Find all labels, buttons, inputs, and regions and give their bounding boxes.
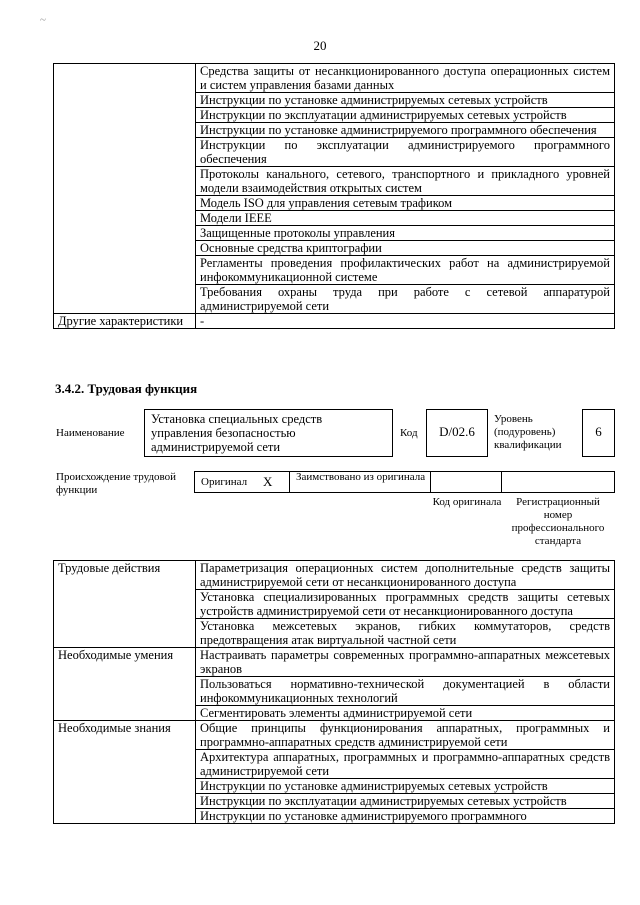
row-category-label: Необходимые умения bbox=[54, 648, 196, 721]
requirement-item: Инструкции по установке администрируемых сетевых устройств bbox=[196, 779, 615, 794]
table-row bbox=[54, 648, 615, 677]
bottom-requirements-table bbox=[53, 560, 615, 824]
name-label: Наименование bbox=[56, 427, 125, 439]
corner-mark: ~ bbox=[40, 14, 46, 26]
requirement-item: Модель ISO для управления сетевым трафиком bbox=[196, 196, 615, 211]
borrowed-label: Заимствовано из оригинала bbox=[296, 471, 426, 483]
requirement-item: Инструкции по эксплуатации администрируемых сетевых устройств bbox=[196, 108, 615, 123]
origin-code-cell bbox=[430, 471, 502, 493]
page-number: 20 bbox=[313, 38, 327, 53]
origin-label: Происхождение трудовой функции bbox=[56, 471, 177, 496]
requirement-item: Инструкции по эксплуатации администрируемого программного обеспечения bbox=[196, 138, 615, 167]
row-category-label: Трудовые действия bbox=[54, 561, 196, 648]
level-label: Уровень (подуровень) квалификации bbox=[494, 413, 562, 451]
origin-code-caption: Код оригинала bbox=[432, 496, 502, 508]
borrowed-cell bbox=[289, 471, 431, 493]
requirement-item: Сегментировать элементы администрируемой сети bbox=[196, 706, 615, 721]
requirement-item: Основные средства криптографии bbox=[196, 241, 615, 256]
code-label: Код bbox=[400, 427, 418, 439]
requirement-item: Инструкции по установке администрируемого программного обеспечения bbox=[196, 123, 615, 138]
function-name-box: Установка специальных средств управления безопасностью администрируемой сети bbox=[144, 409, 393, 457]
original-cell bbox=[194, 471, 290, 493]
row-category-label bbox=[54, 64, 196, 314]
requirement-item: Инструкции по установке администрируемых сетевых устройств bbox=[196, 93, 615, 108]
code-value-box: D/02.6 bbox=[426, 409, 488, 457]
table-row bbox=[54, 561, 615, 590]
reg-number-cell bbox=[501, 471, 615, 493]
requirement-item: Пользоваться нормативно-технической документацией в области инфокоммуникационных технологий bbox=[196, 677, 615, 706]
requirement-item: Средства защиты от несанкционированного доступа операционных систем и систем управления базами данных bbox=[196, 64, 615, 93]
original-mark: X bbox=[263, 474, 273, 489]
row-category-label: Другие характеристики bbox=[54, 314, 196, 329]
requirement-item: - bbox=[196, 314, 615, 329]
table-row bbox=[54, 721, 615, 750]
requirement-item: Защищенные протоколы управления bbox=[196, 226, 615, 241]
table-row bbox=[54, 64, 615, 93]
top-requirements-table bbox=[53, 63, 615, 329]
table-row bbox=[54, 314, 615, 329]
requirement-item: Инструкции по эксплуатации администрируемых сетевых устройств bbox=[196, 794, 615, 809]
original-label: Оригинал bbox=[201, 476, 248, 488]
requirement-item: Регламенты проведения профилактических работ на администрируемой инфокоммуникационной системе bbox=[196, 256, 615, 285]
requirement-item: Архитектура аппаратных, программных и программно-аппаратных средств администрируемой сети bbox=[196, 750, 615, 779]
requirement-item: Параметризация операционных систем дополнительные средств защиты администрируемой сети от несанкционированного доступа bbox=[196, 561, 615, 590]
requirement-item: Протоколы канального, сетевого, транспортного и прикладного уровней модели взаимодействия открытых систем bbox=[196, 167, 615, 196]
requirement-item: Установка межсетевых экранов, гибких коммутаторов, средств предотвращения атак виртуальной частной сети bbox=[196, 619, 615, 648]
level-value-box: 6 bbox=[582, 409, 615, 457]
requirement-item: Общие принципы функционирования аппаратных, программных и программно-аппаратных средств администрируемой сети bbox=[196, 721, 615, 750]
requirement-item: Настраивать параметры современных программно-аппаратных межсетевых экранов bbox=[196, 648, 615, 677]
requirement-item: Модели IEEE bbox=[196, 211, 615, 226]
reg-number-caption: Регистрационный номер профессионального стандарта bbox=[511, 496, 605, 547]
requirement-item: Требования охраны труда при работе с сетевой аппаратурой администрируемой сети bbox=[196, 285, 615, 314]
section-heading: 3.4.2. Трудовая функция bbox=[55, 381, 198, 396]
requirement-item: Инструкции по установке администрируемого программного bbox=[196, 809, 615, 824]
row-category-label: Необходимые знания bbox=[54, 721, 196, 824]
requirement-item: Установка специализированных программных средств защиты сетевых устройств администрируемой сети от несанкционированного доступа bbox=[196, 590, 615, 619]
